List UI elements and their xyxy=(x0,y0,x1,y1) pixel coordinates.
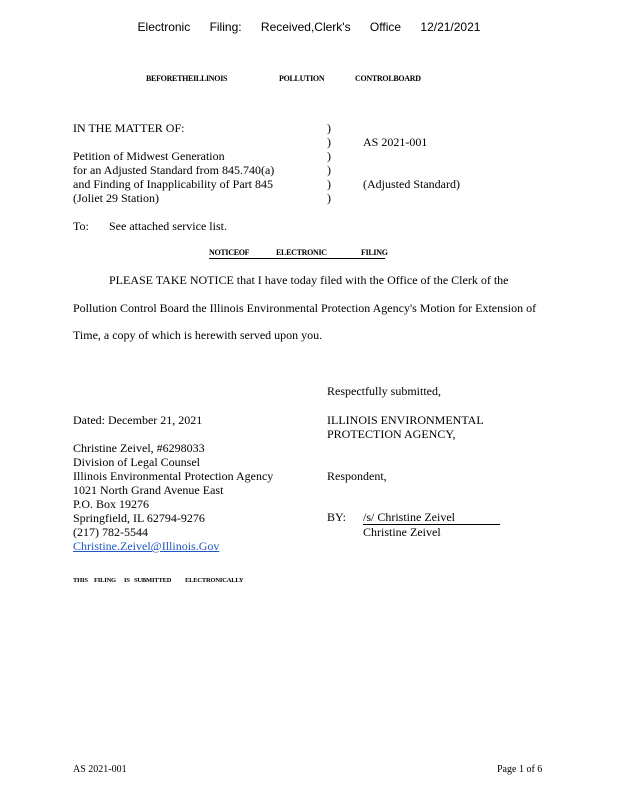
notice-heading-3: FILING xyxy=(361,248,388,257)
petition-line: and Finding of Inapplicability of Part 845 xyxy=(73,177,273,191)
note-word: IS xyxy=(124,577,130,584)
board-heading-1: BEFORETHEILLINOIS xyxy=(146,74,228,83)
counsel-line: P.O. Box 19276 xyxy=(73,497,150,511)
board-heading-2: POLLUTION xyxy=(279,74,325,83)
caption-paren: ) xyxy=(327,191,331,205)
caption-paren: ) xyxy=(327,163,331,177)
banner-word: Electronic xyxy=(137,20,191,34)
dated-line: Dated: December 21, 2021 xyxy=(73,413,203,427)
agency-line: ILLINOIS ENVIRONMENTAL xyxy=(327,413,484,427)
banner-word: Received,Clerk's xyxy=(260,20,351,34)
to-text: See attached service list. xyxy=(109,219,227,233)
notice-body-line: PLEASE TAKE NOTICE that I have today filed with the Office of the Clerk of the xyxy=(109,273,509,287)
case-number: AS 2021-001 xyxy=(363,135,428,149)
counsel-line: 1021 North Grand Avenue East xyxy=(73,483,224,497)
notice-body-line: Pollution Control Board the Illinois Environmental Protection Agency's Motion for Extension of xyxy=(73,301,537,315)
petition-line: for an Adjusted Standard from 845.740(a) xyxy=(73,163,275,177)
footer-page-number: Page 1 of 6 xyxy=(497,764,543,775)
by-label: BY: xyxy=(327,510,346,524)
signature-line: /s/ Christine Zeivel xyxy=(363,510,500,525)
case-type: (Adjusted Standard) xyxy=(363,177,460,191)
closing: Respectfully submitted, xyxy=(327,384,441,398)
caption-paren: ) xyxy=(327,135,331,149)
agency-line: PROTECTION AGENCY, xyxy=(327,427,456,441)
to-label: To: xyxy=(73,219,89,233)
caption-paren: ) xyxy=(327,121,331,135)
counsel-line: Christine Zeivel, #6298033 xyxy=(73,441,205,455)
counsel-email-link[interactable]: Christine.Zeivel@Illinois.Gov xyxy=(73,539,220,553)
notice-heading-1: NOTICEOF xyxy=(209,248,250,257)
respondent-role: Respondent, xyxy=(327,469,387,483)
note-word: FILING xyxy=(94,577,116,584)
electronic-filing-banner xyxy=(0,20,618,34)
caption-paren: ) xyxy=(327,177,331,191)
banner-word: Office xyxy=(369,20,402,34)
note-word: SUBMITTED xyxy=(134,577,172,584)
printed-name: Christine Zeivel xyxy=(363,525,441,539)
notice-heading-underline xyxy=(209,258,385,259)
note-word: ELECTRONICALLY xyxy=(185,577,244,584)
caption-paren: ) xyxy=(327,149,331,163)
matter-heading: IN THE MATTER OF: xyxy=(73,121,185,135)
notice-heading-2: ELECTRONIC xyxy=(276,248,327,257)
petition-line: (Joliet 29 Station) xyxy=(73,191,159,205)
footer-case-number: AS 2021-001 xyxy=(73,764,127,775)
counsel-line: Illinois Environmental Protection Agency xyxy=(73,469,274,483)
banner-word: Filing: xyxy=(209,20,242,34)
note-word: THIS xyxy=(73,577,88,584)
banner-date: 12/21/2021 xyxy=(420,20,481,34)
notice-body-line: Time, a copy of which is herewith served upon you. xyxy=(73,328,323,342)
board-heading-3: CONTROLBOARD xyxy=(355,74,421,83)
counsel-line: Division of Legal Counsel xyxy=(73,455,200,469)
petition-line: Petition of Midwest Generation xyxy=(73,149,225,163)
counsel-line: Springfield, IL 62794-9276 xyxy=(73,511,205,525)
counsel-line: (217) 782-5544 xyxy=(73,525,148,539)
